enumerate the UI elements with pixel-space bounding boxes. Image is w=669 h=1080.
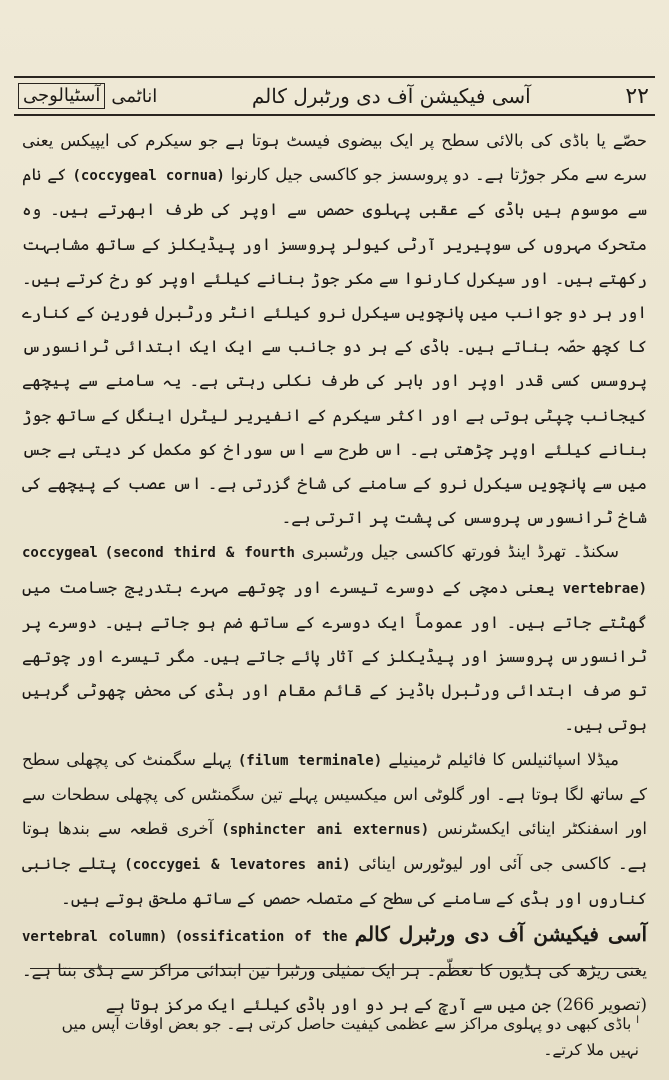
page-number: ۲۲ xyxy=(625,83,649,109)
paragraph-text: سکنڈ۔ تھرڈ اینڈ فورتھ کاکسی جیل ورٹسبری xyxy=(301,542,619,562)
latin-term: (ossification of the xyxy=(174,928,348,945)
header-subject-label: اناٹمی xyxy=(111,85,158,107)
paragraph xyxy=(22,535,647,742)
figure-reference: (تصویر 266) xyxy=(556,995,647,1015)
latin-term: (sphincter ani externus) xyxy=(221,822,430,839)
section-title: آسی فیکیشن آف دی ورٹبرل کالم xyxy=(354,921,648,946)
paragraph xyxy=(22,124,647,535)
paragraph-text: یعنی دمچی کے دوسرے تیسرے اور چوتھے مہرے بتدریج جسامت میں گھٹتے جاتے ہیں۔ اور عموماً ایک دوسرے کے ساتھ ضم ہو جاتے ہیں۔ دوسرے پر ٹرانسورس پروسسز اور پیڈیکلز کے آثار پائے جاتے ہیں۔ مگر تیسرے اور چوتھے تو صرف ابتدائی ورٹبرل باڈیز کے قائم مقام اور ہڈی کی محض چھوٹی گرہیں ہوتی ہیں۔ xyxy=(22,577,647,735)
body-text xyxy=(22,124,647,1022)
paragraph-text: پہلے سگمنٹ کی پچھلی سطح کے ساتھ لگا ہوتا ہے۔ اور گلوٹی اس میکسیس پہلے تین سگمنٹس کی پچھلی سطحات سے اور اسفنکٹر اینائی ایکسٹرنس xyxy=(22,749,648,839)
latin-term: (coccygeal cornua) xyxy=(72,168,225,185)
paragraph-text: حصّے یا باڈی کی بالائی سطح پر ایک بیضوی فیسٹ ہوتا ہے جو سیکرم کی ایپیکس یعنی سرے سے مکر جوڑتا ہے۔ دو پروسسز جو کاکسی جیل کارنوا xyxy=(22,131,648,185)
paragraph-text: آخری قطعہ سے بندھا ہوتا ہے۔ کاکسی جی آئی اور لیوٹورس اینائی xyxy=(22,819,647,874)
header-bracket-label: آسٹیالوجی xyxy=(18,83,105,109)
footnote-mark: ا xyxy=(636,1015,639,1026)
paragraph xyxy=(22,743,647,917)
section xyxy=(22,917,647,1023)
header-title: آسی فیکیشن آف دی ورٹبرل کالم xyxy=(251,84,531,108)
latin-term: (second third & fourth xyxy=(104,545,295,562)
paragraph-text: جن میں سے آرچ کے ہر دو اور باڈی کیلئے ایک مرکز ہوتا ہے xyxy=(105,995,551,1015)
running-header xyxy=(14,76,655,116)
header-subject xyxy=(14,83,157,109)
footnote-divider xyxy=(30,968,639,969)
latin-term: (filum terminale) xyxy=(237,752,383,769)
footnote xyxy=(30,1008,639,1063)
paragraph-text: کے نام سے موسوم ہیں باڈی کے عقبی پہلوی حصص سے اوپر کی طرف ابھرتے ہیں۔ وہ متحرک مہروں کی سوپیریر آرٹی کیولر پروسسز اور پیڈیکلز کے ساتھ مشابہت رکھتے ہیں۔ اور سیکرل کارنوا سے مکر جوڑ بنانے کیلئے اوپر کو رخ کرتے ہیں۔ اور ہر دو جوانب میں پانچویں سیکرل نرو کیلئے انٹر ورٹبرل فورین کے کنارے کا کچھ حصّہ بناتے ہیں۔ باڈی کے ہر دو جانب سے ایک ایک ابتدائی ٹرانسورس پروسس کسی قدر اوپر اور باہر کی طرف نکلی رہتی ہے۔ یہ سامنے سے پیچھے کیجانب چپٹی ہوتی ہے اور اکثر سیکرم کے انفیریر لیٹرل اینگل کے ساتھ جوڑ بنانے کیلئے اوپر چڑھتی ہے۔ اس طرح سے اس سوراخ کو مکمل کر دیتی ہے جس میں سے پانچویں سیکرل نرو کے سامنے کی شاخ گزرتی ہے۔ اس عصب کے پیچھے کی شاخ ٹرانسورس پروسس کی پشت پر اترتی ہے۔ xyxy=(22,165,647,528)
latin-term: (coccygei & levatores ani) xyxy=(124,857,351,874)
footnote-text: باڈی کبھی دو پہلوی مراکز سے عظمی کیفیت حاصل کرتی ہے۔ جو بعض اوقات آپس میں نہیں ملا کرتے۔ xyxy=(61,1015,639,1060)
paragraph-text: یعنی ریڑھ کی ہڈیوں کا تعظّم۔ ہر ایک تمثیلی ورٹبرا تین ابتدائی مراکز سے ہڈی بنتا ہے۔ xyxy=(22,960,647,980)
paragraph-text: پتلے جانبی کناروں اور ہڈی کے سامنے کی سطح کے متصلہ حصص کے ساتھ ملحق ہوتے ہیں۔ xyxy=(22,854,647,909)
paragraph-text: میڈلا اسپائنیلس کا فائیلم ٹرمینیلے xyxy=(388,749,620,769)
latin-term: coccygeal vertebrae) xyxy=(22,545,648,597)
latin-term: vertebral column) xyxy=(22,928,168,945)
